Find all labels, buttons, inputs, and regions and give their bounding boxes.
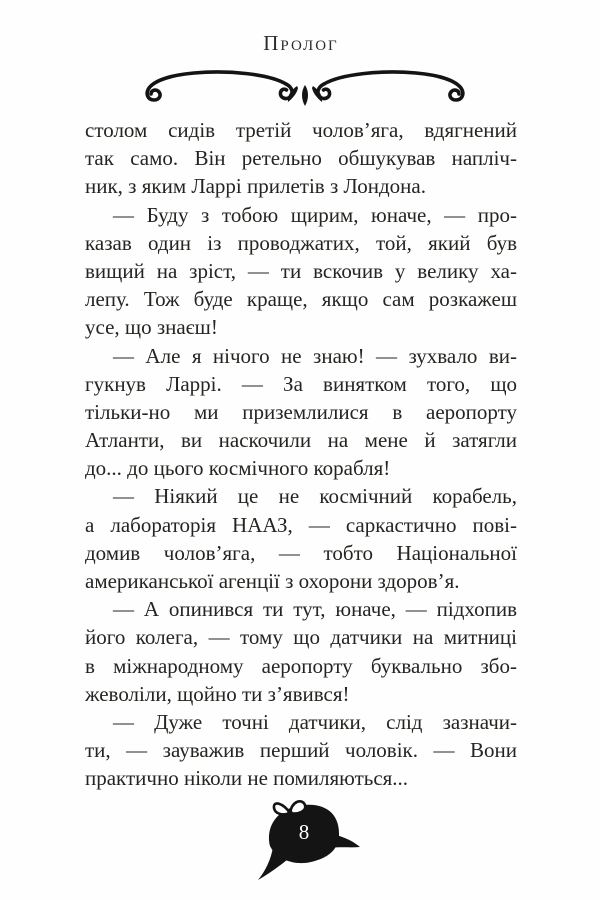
text-line: а лабораторія НААЗ, — саркастично пові- bbox=[85, 512, 517, 537]
text-line: столом сидів третій чолов’яга, вдягнений bbox=[85, 118, 517, 142]
page-number: 8 bbox=[298, 820, 310, 844]
text-line: в міжнародному аеропорту буквально збо- bbox=[85, 653, 517, 678]
text-line: — Буду з тобою щирим, юначе, — про- bbox=[113, 202, 517, 227]
text-line: гукнув Ларрі. — За винятком того, що bbox=[85, 371, 517, 396]
text-line: — Але я нічого не знаю! — зухвало ви- bbox=[113, 343, 517, 368]
text-line: Атланти, ви наскочили на мене й затягли bbox=[85, 428, 517, 453]
text-line: вищий на зріст, — ти вскочив у велику ха- bbox=[85, 258, 517, 283]
text-line: казав один із проводжатих, той, який був bbox=[85, 230, 517, 255]
text-line: жеволіли, щойно ти з’явився! bbox=[85, 681, 350, 706]
text-line: — Ніякий це не космічний корабель, bbox=[113, 484, 517, 509]
chapter-title: Пролог bbox=[263, 31, 339, 55]
text-line: американської агенції з охорони здоров’я. bbox=[85, 569, 460, 593]
text-line: до... до цього космічного корабля! bbox=[85, 456, 391, 481]
text-line: усе, що знаєш! bbox=[85, 315, 218, 340]
text-line: так само. Він ретельно обшукував напліч- bbox=[85, 146, 517, 171]
fleuron-icon bbox=[288, 85, 322, 106]
text-line: — Дуже точні датчики, слід зазначи- bbox=[113, 709, 517, 734]
text-line: його колега, — тому що датчики на митниці bbox=[85, 625, 517, 650]
text-line: практично ніколи не помиляються... bbox=[85, 766, 409, 791]
flourish-divider-icon bbox=[133, 64, 477, 110]
text-line: домив чолов’яга, — тобто Національної bbox=[85, 540, 517, 565]
text-line: тільки-но ми приземлилися в аеропорту bbox=[85, 399, 517, 424]
text-line: лепу. Тож буде краще, якщо сам розкажеш bbox=[85, 287, 517, 312]
text-line: ник, з яким Ларрі прилетів з Лондона. bbox=[85, 174, 426, 199]
text-line: — А опинився ти тут, юначе, — підхопив bbox=[113, 597, 517, 622]
body-text bbox=[85, 116, 517, 793]
text-line: ти, — зауважив перший чоловік. — Вони bbox=[85, 738, 517, 763]
